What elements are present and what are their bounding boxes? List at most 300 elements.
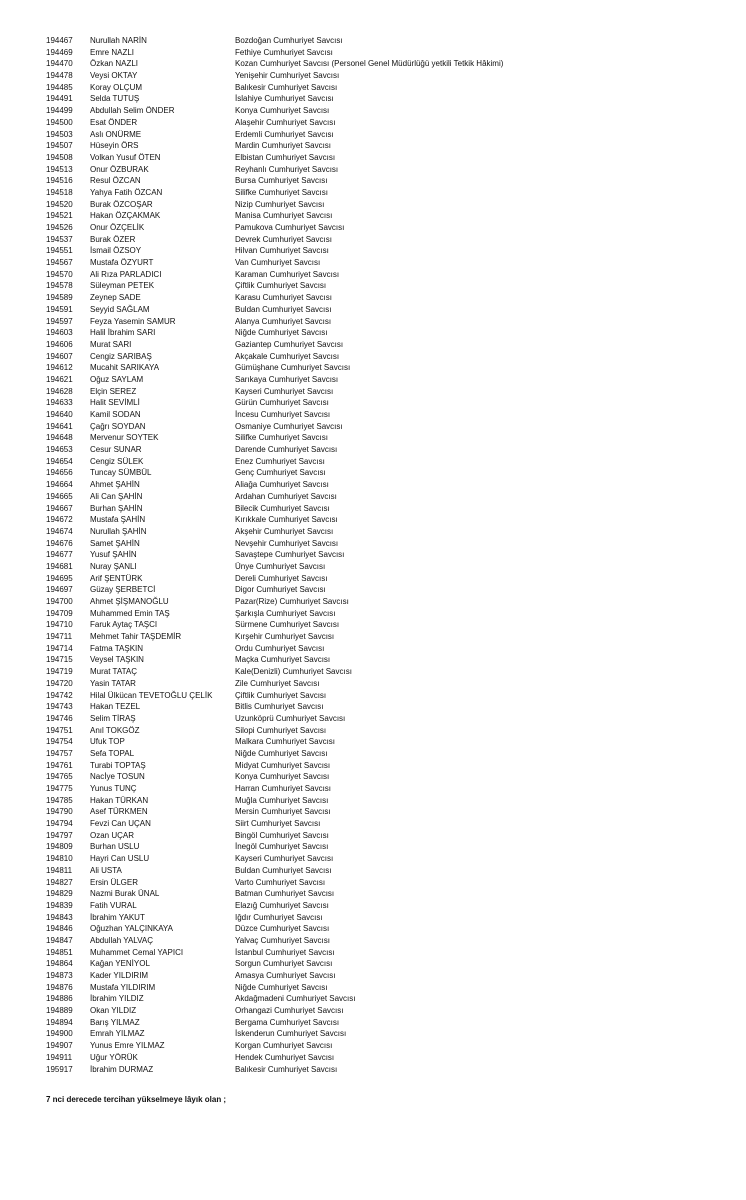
record-id: 194697 (46, 585, 73, 595)
record-id: 194714 (46, 643, 73, 653)
record-id: 194794 (46, 819, 73, 829)
list-item (46, 222, 726, 234)
list-item (46, 958, 726, 970)
record-id: 194578 (46, 281, 73, 291)
record-id: 194810 (46, 854, 73, 864)
record-id: 194516 (46, 176, 73, 186)
record-id: 194709 (46, 608, 73, 618)
record-id: 194518 (46, 187, 73, 197)
office-title: Nizip Cumhuriyet Savcısı (235, 199, 325, 209)
list-item (46, 245, 726, 257)
list-item (46, 351, 726, 363)
office-title: Sürmene Cumhuriyet Savcısı (235, 620, 340, 630)
office-title: Gürün Cumhuriyet Savcısı (235, 398, 329, 408)
record-id: 194653 (46, 445, 73, 455)
person-name: Oğuzhan YALÇINKAYA (90, 924, 174, 934)
person-name: Zeynep SADE (90, 293, 141, 303)
record-id: 194886 (46, 994, 73, 1004)
person-name: Abdullah Selim ÖNDER (90, 106, 175, 116)
list-item (46, 467, 726, 479)
list-item (46, 105, 726, 117)
list-item (46, 117, 726, 129)
record-id: 194641 (46, 421, 73, 431)
list-item (46, 912, 726, 924)
office-title: Bergama Cumhuriyet Savcısı (235, 1017, 340, 1027)
section-footer-heading: 7 nci derecede tercihan yükselmeye lâyık olan ; (46, 1095, 227, 1104)
record-id: 194654 (46, 456, 73, 466)
office-title: Buldan Cumhuriyet Savcısı (235, 865, 332, 875)
office-title: Pazar(Rize) Cumhuriyet Savcısı (235, 597, 349, 606)
person-name: Ozan UÇAR (90, 830, 135, 840)
list-item (46, 771, 726, 783)
list-item (46, 865, 726, 877)
record-id: 194710 (46, 620, 73, 630)
list-item (46, 970, 726, 982)
office-title: Niğde Cumhuriyet Savcısı (235, 328, 328, 338)
person-name: Ufuk TOP (90, 737, 125, 747)
record-id: 194809 (46, 842, 73, 852)
list-item (46, 993, 726, 1005)
list-item (46, 666, 726, 678)
record-id: 194537 (46, 234, 73, 244)
list-item (46, 199, 726, 211)
office-title: Gümüşhane Cumhuriyet Savcısı (235, 363, 351, 373)
person-name: Halit SEVİMLİ (90, 398, 140, 408)
person-name: Onur ÖZÇELİK (90, 223, 145, 232)
person-name: Mervenur SOYTEK (90, 433, 159, 443)
record-id: 194570 (46, 269, 73, 279)
office-title: Akçakale Cumhuriyet Savcısı (235, 351, 340, 361)
record-id: 194876 (46, 982, 73, 992)
list-item (46, 164, 726, 176)
office-title: Silifke Cumhuriyet Savcısı (235, 187, 328, 197)
office-title: Muğla Cumhuriyet Savcısı (235, 795, 329, 805)
person-name: Çağrı SOYDAN (90, 421, 146, 431)
list-item (46, 292, 726, 304)
list-item (46, 339, 726, 351)
list-item (46, 549, 726, 561)
list-item (46, 690, 726, 702)
list-item (46, 129, 726, 141)
list-item (46, 304, 726, 316)
office-title: Balıkesir Cumhuriyet Savcısı (235, 82, 338, 92)
office-title: Ardahan Cumhuriyet Savcısı (235, 491, 337, 501)
office-title: Enez Cumhuriyet Savcısı (235, 456, 325, 466)
record-id: 194467 (46, 36, 73, 45)
list-item (46, 70, 726, 82)
office-title: Bozdoğan Cumhuriyet Savcısı (235, 36, 343, 45)
record-id: 194811 (46, 865, 73, 875)
record-id: 194470 (46, 59, 73, 69)
record-id: 194667 (46, 503, 73, 513)
person-name: Ali USTA (90, 865, 122, 875)
office-title: Kırıkkale Cumhuriyet Savcısı (235, 515, 338, 525)
list-item (46, 432, 726, 444)
office-title: Pamukova Cumhuriyet Savcısı (235, 223, 345, 232)
list-item (46, 877, 726, 889)
person-name: Aslı ONÜRME (90, 129, 142, 139)
record-id: 194900 (46, 1029, 73, 1039)
office-title: Buldan Cumhuriyet Savcısı (235, 304, 332, 314)
record-id: 194672 (46, 515, 73, 525)
person-name: Koray OLÇUM (90, 82, 143, 92)
list-item (46, 1052, 726, 1064)
office-title: Kayseri Cumhuriyet Savcısı (235, 386, 334, 396)
person-name: Arif ŞENTÜRK (90, 573, 143, 583)
office-title: İslahiye Cumhuriyet Savcısı (235, 94, 334, 104)
person-name: Mustafa ÖZYURT (90, 258, 154, 268)
office-title: Alaşehir Cumhuriyet Savcısı (235, 117, 336, 127)
record-id: 194656 (46, 468, 73, 478)
record-id: 194499 (46, 106, 73, 116)
record-id: 194700 (46, 597, 73, 606)
person-name: Burak ÖZER (90, 234, 136, 244)
office-title: Yalvaç Cumhuriyet Savcısı (235, 935, 330, 945)
person-name: Muhammet Cemal YAPICI (90, 947, 184, 957)
person-name: Ali Rıza PARLADICI (90, 269, 162, 279)
list-item (46, 760, 726, 772)
record-id: 194478 (46, 71, 73, 81)
list-item (46, 210, 726, 222)
person-name: Nuray ŞANLI (90, 561, 137, 571)
office-title: Reyhanlı Cumhuriyet Savcısı (235, 164, 339, 174)
office-title: Savaştepe Cumhuriyet Savcısı (235, 550, 345, 560)
record-id: 194743 (46, 702, 73, 712)
list-item (46, 362, 726, 374)
office-title: Siirt Cumhuriyet Savcısı (235, 819, 321, 829)
record-id: 194567 (46, 258, 73, 268)
office-title: Şarkışla Cumhuriyet Savcısı (235, 608, 336, 618)
person-name: Tuncay SÜMBÜL (90, 468, 152, 478)
office-title: Yenişehir Cumhuriyet Savcısı (235, 71, 340, 81)
person-name: Veysel TAŞKIN (90, 655, 144, 665)
person-name: Cengiz SÜLEK (90, 456, 144, 466)
record-id: 194827 (46, 877, 73, 887)
record-id: 194500 (46, 117, 73, 127)
record-id: 194591 (46, 304, 73, 314)
list-item (46, 93, 726, 105)
record-id: 194665 (46, 491, 73, 501)
record-id: 194612 (46, 363, 73, 373)
record-id: 194894 (46, 1017, 73, 1027)
record-id: 194797 (46, 830, 73, 840)
list-item (46, 982, 726, 994)
list-item (46, 421, 726, 433)
office-title: Bursa Cumhuriyet Savcısı (235, 176, 328, 186)
record-id: 194640 (46, 410, 73, 419)
person-name: Selda TUTUŞ (90, 94, 140, 104)
person-name: Asef TÜRKMEN (90, 807, 148, 817)
list-item (46, 748, 726, 760)
office-title: Konya Cumhuriyet Savcısı (235, 772, 330, 782)
list-item (46, 783, 726, 795)
list-item (46, 409, 726, 421)
office-title: Elazığ Cumhuriyet Savcısı (235, 900, 329, 910)
person-name: Faruk Aytaç TAŞCI (90, 620, 158, 630)
office-title: Amasya Cumhuriyet Savcısı (235, 971, 336, 980)
office-title: Kozan Cumhuriyet Savcısı (Personel Genel Müdürlüğü yetkili Tetkik Hâkimi) (235, 59, 504, 69)
office-title: Erdemli Cumhuriyet Savcısı (235, 129, 334, 139)
record-id: 194491 (46, 94, 73, 104)
person-name: Nazmi Burak ÜNAL (90, 889, 160, 899)
office-title: Çiftlik Cumhuriyet Savcısı (235, 281, 327, 291)
office-title: İstanbul Cumhuriyet Savcısı (235, 947, 335, 957)
office-title: Aliağa Cumhuriyet Savcısı (235, 480, 329, 490)
record-id: 194551 (46, 246, 73, 256)
list-item (46, 573, 726, 585)
record-id: 194829 (46, 889, 73, 899)
person-name: Yasin TATAR (90, 678, 136, 688)
person-name: Barış YILMAZ (90, 1017, 140, 1027)
person-name: Esat ÖNDER (90, 117, 138, 127)
office-title: Orhangazi Cumhuriyet Savcısı (235, 1006, 344, 1016)
person-name: Yunus TUNÇ (90, 784, 137, 793)
office-title: Konya Cumhuriyet Savcısı (235, 106, 330, 116)
office-title: Ordu Cumhuriyet Savcısı (235, 643, 325, 653)
person-name: Burhan ŞAHİN (90, 503, 143, 513)
person-name: Abdullah YALVAÇ (90, 935, 154, 945)
office-title: Maçka Cumhuriyet Savcısı (235, 655, 331, 665)
list-item (46, 280, 726, 292)
list-item (46, 853, 726, 865)
list-item (46, 561, 726, 573)
office-title: Akdağmadeni Cumhuriyet Savcısı (235, 994, 356, 1004)
office-title: Bingöl Cumhuriyet Savcısı (235, 830, 329, 840)
record-id: 194711 (46, 632, 73, 642)
record-id: 194851 (46, 947, 73, 957)
record-id: 194520 (46, 199, 73, 209)
person-name: Hüseyin ÖRS (90, 141, 139, 151)
office-title: Iğdır Cumhuriyet Savcısı (235, 912, 323, 922)
person-name: Kader YILDIRIM (90, 971, 149, 980)
person-name: Güzay ŞERBETCİ (90, 585, 156, 595)
person-name: Oğuz SAYLAM (90, 374, 144, 384)
office-title: Gaziantep Cumhuriyet Savcısı (235, 339, 344, 349)
record-id: 194503 (46, 129, 73, 139)
office-title: Elbistan Cumhuriyet Savcısı (235, 152, 336, 162)
record-id: 194847 (46, 935, 73, 945)
office-title: Mardin Cumhuriyet Savcısı (235, 141, 332, 151)
office-title: Fethiye Cumhuriyet Savcısı (235, 47, 333, 57)
office-title: Kayseri Cumhuriyet Savcısı (235, 854, 334, 864)
person-name: Emre NAZLI (90, 47, 135, 57)
list-item (46, 397, 726, 409)
record-id: 194648 (46, 433, 73, 443)
office-title: Batman Cumhuriyet Savcısı (235, 889, 335, 899)
list-item (46, 456, 726, 468)
office-title: Van Cumhuriyet Savcısı (235, 258, 321, 268)
record-id: 194628 (46, 386, 73, 396)
record-id: 194607 (46, 351, 73, 361)
list-item (46, 900, 726, 912)
list-item (46, 795, 726, 807)
office-title: Hendek Cumhuriyet Savcısı (235, 1052, 335, 1062)
person-name: Fatih VURAL (90, 900, 137, 910)
office-title: Midyat Cumhuriyet Savcısı (235, 760, 331, 770)
record-id: 194621 (46, 374, 73, 384)
record-id: 194843 (46, 912, 73, 922)
office-title: Çiftlik Cumhuriyet Savcısı (235, 690, 327, 700)
office-title: Niğde Cumhuriyet Savcısı (235, 982, 328, 992)
list-item (46, 1017, 726, 1029)
person-name: Ahmet ŞAHİN (90, 480, 140, 490)
personnel-list (46, 35, 726, 1075)
person-name: Hakan TEZEL (90, 702, 141, 712)
record-id: 194790 (46, 807, 73, 817)
person-name: Muhammed Emin TAŞ (90, 608, 170, 618)
office-title: Digor Cumhuriyet Savcısı (235, 585, 326, 595)
office-title: Hilvan Cumhuriyet Savcısı (235, 246, 329, 256)
record-id: 194677 (46, 550, 73, 560)
person-name: Samet ŞAHİN (90, 538, 140, 548)
list-item (46, 947, 726, 959)
office-title: Akşehir Cumhuriyet Savcısı (235, 526, 334, 536)
list-item (46, 491, 726, 503)
office-title: İnegöl Cumhuriyet Savcısı (235, 842, 329, 852)
record-id: 194757 (46, 748, 73, 758)
person-name: Cesur SUNAR (90, 445, 142, 455)
office-title: Nevşehir Cumhuriyet Savcısı (235, 538, 339, 548)
list-item (46, 479, 726, 491)
list-item (46, 140, 726, 152)
record-id: 194508 (46, 152, 73, 162)
list-item (46, 175, 726, 187)
record-id: 194589 (46, 293, 73, 303)
person-name: Ahmet ŞİŞMANOĞLU (90, 597, 169, 606)
person-name: Cengiz SARIBAŞ (90, 351, 152, 361)
person-name: Elçin SEREZ (90, 386, 137, 396)
office-title: Varto Cumhuriyet Savcısı (235, 877, 326, 887)
list-item (46, 830, 726, 842)
list-item (46, 1064, 726, 1076)
person-name: Özkan NAZLI (90, 59, 139, 69)
record-id: 194785 (46, 795, 73, 805)
person-name: Ali Can ŞAHİN (90, 491, 143, 501)
record-id: 194674 (46, 526, 73, 536)
record-id: 194526 (46, 223, 73, 232)
office-title: Silifke Cumhuriyet Savcısı (235, 433, 328, 443)
person-name: Burhan USLU (90, 842, 140, 852)
office-title: Osmaniye Cumhuriyet Savcısı (235, 421, 343, 431)
list-item (46, 596, 726, 608)
record-id: 194681 (46, 561, 73, 571)
office-title: Korgan Cumhuriyet Savcısı (235, 1041, 333, 1051)
person-name: Nacİye TOSUN (90, 772, 145, 782)
office-title: Silopi Cumhuriyet Savcısı (235, 725, 327, 735)
record-id: 194633 (46, 398, 73, 408)
office-title: Karasu Cumhuriyet Savcısı (235, 293, 332, 303)
office-title: Kırşehir Cumhuriyet Savcısı (235, 632, 335, 642)
list-item (46, 678, 726, 690)
list-item (46, 1040, 726, 1052)
list-item (46, 935, 726, 947)
list-item (46, 374, 726, 386)
person-name: Halil İbrahim SARI (90, 328, 156, 338)
record-id: 194695 (46, 573, 73, 583)
list-item (46, 327, 726, 339)
office-title: Sarıkaya Cumhuriyet Savcısı (235, 374, 339, 384)
list-item (46, 234, 726, 246)
list-item (46, 503, 726, 515)
office-title: Mersin Cumhuriyet Savcısı (235, 807, 331, 817)
person-name: Nurullah ŞAHİN (90, 526, 147, 536)
person-name: Veysi OKTAY (90, 71, 138, 81)
list-item (46, 701, 726, 713)
list-item (46, 58, 726, 70)
person-name: Yunus Emre YILMAZ (90, 1041, 165, 1051)
office-title: Bilecik Cumhuriyet Savcısı (235, 503, 330, 513)
office-title: Harran Cumhuriyet Savcısı (235, 784, 332, 793)
person-name: Hayri Can USLU (90, 854, 150, 864)
record-id: 194754 (46, 737, 73, 747)
record-id: 194664 (46, 480, 73, 490)
person-name: Nurullah NARİN (90, 36, 147, 45)
record-id: 194603 (46, 328, 73, 338)
list-item (46, 514, 726, 526)
record-id: 194507 (46, 141, 73, 151)
person-name: Selim TİRAŞ (90, 713, 136, 723)
person-name: Süleyman PETEK (90, 281, 155, 291)
person-name: Turabi TOPTAŞ (90, 760, 146, 770)
person-name: İsmail ÖZSOY (90, 246, 142, 256)
office-title: İskenderun Cumhuriyet Savcısı (235, 1029, 347, 1039)
list-item (46, 444, 726, 456)
list-item (46, 538, 726, 550)
person-name: Yahya Fatih ÖZCAN (90, 187, 163, 197)
office-title: Bitlis Cumhuriyet Savcısı (235, 702, 324, 712)
person-name: Hakan TÜRKAN (90, 795, 149, 805)
list-item (46, 47, 726, 59)
list-item (46, 386, 726, 398)
list-item (46, 923, 726, 935)
person-name: Fatma TAŞKIN (90, 643, 144, 653)
office-title: Düzce Cumhuriyet Savcısı (235, 924, 330, 934)
list-item (46, 643, 726, 655)
record-id: 194765 (46, 772, 73, 782)
record-id: 194719 (46, 667, 73, 677)
record-id: 194715 (46, 655, 73, 665)
person-name: İbrahim DURMAZ (90, 1064, 154, 1074)
list-item (46, 257, 726, 269)
list-item (46, 269, 726, 281)
record-id: 194846 (46, 924, 73, 934)
record-id: 195917 (46, 1064, 73, 1074)
office-title: Kale(Denizli) Cumhuriyet Savcısı (235, 667, 352, 677)
record-id: 194469 (46, 47, 73, 57)
record-id: 194873 (46, 971, 73, 980)
list-item (46, 736, 726, 748)
list-item (46, 316, 726, 328)
record-id: 194485 (46, 82, 73, 92)
office-title: Ünye Cumhuriyet Savcısı (235, 561, 326, 571)
list-item (46, 654, 726, 666)
person-name: Anıl TOKGÖZ (90, 725, 140, 735)
person-name: Hakan ÖZÇAKMAK (90, 211, 161, 221)
person-name: İbrahim YAKUT (90, 912, 145, 922)
list-item (46, 608, 726, 620)
list-item (46, 888, 726, 900)
record-id: 194606 (46, 339, 73, 349)
person-name: Yusuf ŞAHİN (90, 550, 137, 560)
person-name: Mehmet Tahir TAŞDEMİR (90, 632, 182, 642)
record-id: 194720 (46, 678, 73, 688)
list-item (46, 82, 726, 94)
person-name: Resul ÖZCAN (90, 176, 141, 186)
office-title: Darende Cumhuriyet Savcısı (235, 445, 338, 455)
person-name: Mustafa ŞAHİN (90, 515, 146, 525)
office-title: Uzunköprü Cumhuriyet Savcısı (235, 713, 346, 723)
list-item (46, 619, 726, 631)
